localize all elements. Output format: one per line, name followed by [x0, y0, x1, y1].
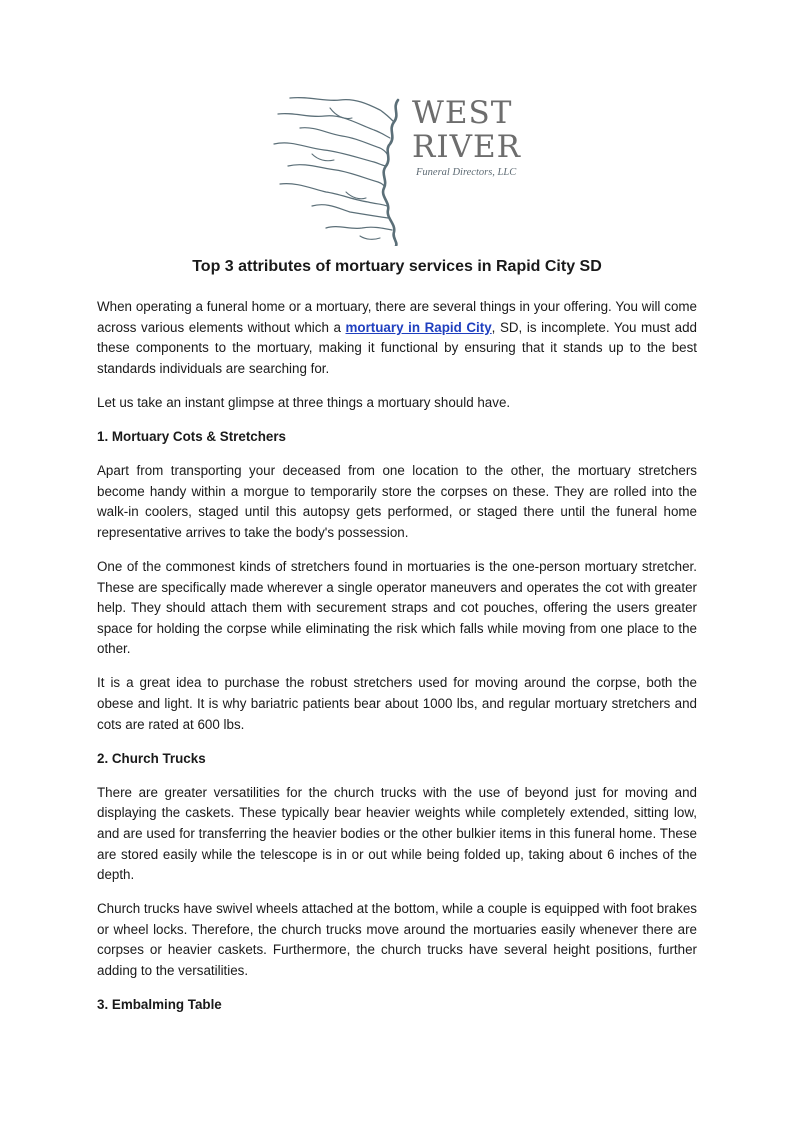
- section-heading-cots: 1. Mortuary Cots & Stretchers: [97, 428, 287, 444]
- paragraph: One of the commonest kinds of stretchers found in mortuaries is the one-person mortuary stretcher. These are specifically made wherever a single operator maneuvers and operates the cot with greater help. They should attach them with securement straps and cot pouches, offering the users greater space for holding the corpse while eliminating the risk which falls while moving from one place to the other.: [97, 558, 697, 657]
- intro-paragraph: [97, 297, 697, 379]
- west-river-logo: [270, 88, 530, 246]
- intro-text-after-link: , SD, is incomplete. You must add these components to the mortuary, making it functional by ensuring that it stands up to the best standards individuals are searching for.: [97, 319, 697, 376]
- logo-wordmark-river: RIVER: [412, 129, 521, 165]
- paragraph: Church trucks have swivel wheels attached at the bottom, while a couple is equipped with foot brakes or wheel locks. Therefore, the church trucks move around the mortuaries easily whenever there are corpses or heavier caskets. Furthermore, the church trucks have several height positions, further adding to the versatilities.: [97, 901, 697, 979]
- logo-subtitle: Funeral Directors, LLC: [416, 167, 517, 178]
- intro-text-before-link: When operating a funeral home or a mortuary, there are several things in your offering. You will come across various elements without which a: [97, 299, 697, 335]
- paragraph: There are greater versatilities for the church trucks with the use of beyond just for moving and displaying the caskets. These typically bear heavier weights while completely extended, sitting low, and are used for transferring the heavier bodies or the other bulkier items in this funeral home. These are stored easily while the telescope is in or out while being folded up, taking about 6 inches of the depth.: [97, 784, 697, 883]
- article-title: Top 3 attributes of mortuary services in Rapid City SD: [192, 258, 602, 275]
- section-heading-embalming-table: 3. Embalming Table: [97, 997, 222, 1013]
- paragraph: It is a great idea to purchase the robust stretchers used for moving around the corpse, both the obese and light. It is why bariatric patients bear about 1000 lbs, and regular mortuary stretchers and cots are rated at 600 lbs.: [97, 675, 697, 732]
- paragraph: Apart from transporting your deceased from one location to the other, the mortuary stretchers become handy within a morgue to temporarily store the corpses on these. They are rolled into the walk-in coolers, staged until this autopsy gets performed, or staged there until the funeral home representative arrives to take the body's possession.: [97, 463, 697, 540]
- article-body: [97, 297, 697, 1029]
- lead-paragraph: Let us take an instant glimpse at three things a mortuary should have.: [97, 394, 511, 410]
- section-heading-church-trucks: 2. Church Trucks: [97, 750, 206, 766]
- river-map-icon: [270, 88, 415, 246]
- logo-wordmark-west: WEST: [412, 95, 513, 131]
- mortuary-rapid-city-link[interactable]: mortuary in Rapid City: [345, 319, 492, 335]
